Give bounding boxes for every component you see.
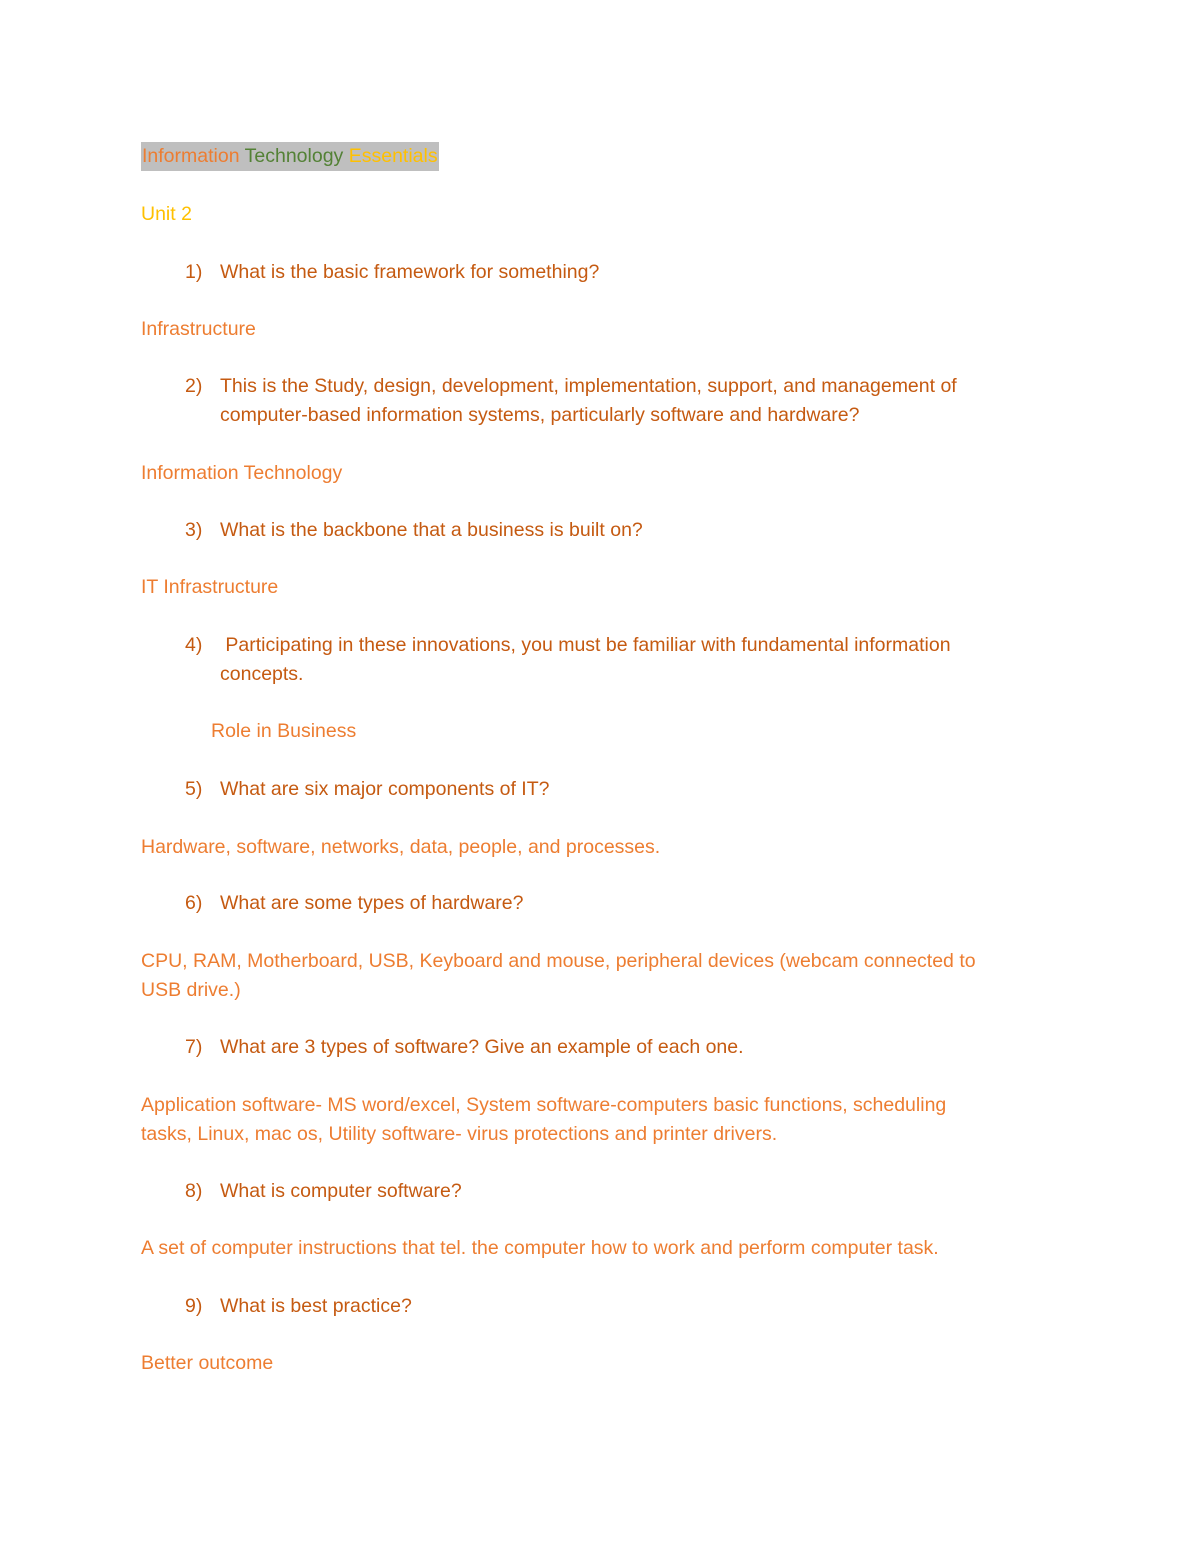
answer-text: Application software- MS word/excel, System software-computers basic functions, scheduling — [141, 1094, 947, 1116]
answer-text: Role in Business — [211, 720, 357, 742]
title-word-technology: Technology — [244, 145, 344, 167]
question-number: 5) — [185, 778, 203, 800]
question-number: 7) — [185, 1036, 203, 1058]
answer-text: Better outcome — [141, 1352, 274, 1374]
question-number: 9) — [185, 1295, 203, 1317]
question-number: 3) — [185, 519, 203, 541]
question-text: What are 3 types of software? Give an example of each one. — [220, 1036, 744, 1058]
answer-text: IT Infrastructure — [141, 576, 279, 598]
question-text: What is the backbone that a business is built on? — [220, 519, 643, 541]
answer-text: A set of computer instructions that tel. the computer how to work and perform computer task. — [141, 1237, 939, 1259]
unit-heading: Unit 2 — [141, 203, 192, 225]
title-word-information: Information — [142, 145, 240, 167]
title-word-essentials: Essentials — [348, 145, 438, 167]
question-text: What are six major components of IT? — [220, 778, 550, 800]
question-number: 1) — [185, 261, 203, 283]
question-text: This is the Study, design, development, implementation, support, and management of — [220, 375, 957, 397]
answer-text-continued: tasks, Linux, mac os, Utility software- virus protections and printer drivers. — [141, 1123, 778, 1145]
question-number: 2) — [185, 375, 203, 397]
answer-text: CPU, RAM, Motherboard, USB, Keyboard and mouse, peripheral devices (webcam connected to — [141, 950, 976, 972]
question-text: What are some types of hardware? — [220, 892, 524, 914]
question-number: 4) — [185, 634, 203, 656]
question-number: 6) — [185, 892, 203, 914]
answer-text: Information Technology — [141, 462, 343, 484]
answer-text: Infrastructure — [141, 318, 256, 340]
question-text-continued: concepts. — [220, 663, 304, 685]
question-text: What is the basic framework for something? — [220, 261, 600, 283]
question-text: Participating in these innovations, you must be familiar with fundamental information — [220, 634, 951, 656]
question-number: 8) — [185, 1180, 203, 1202]
answer-text-continued: USB drive.) — [141, 979, 241, 1001]
question-text: What is computer software? — [220, 1180, 462, 1202]
question-text: What is best practice? — [220, 1295, 412, 1317]
document-title — [141, 142, 439, 171]
question-text-continued: computer-based information systems, particularly software and hardware? — [220, 404, 860, 426]
answer-text: Hardware, software, networks, data, people, and processes. — [141, 836, 661, 858]
